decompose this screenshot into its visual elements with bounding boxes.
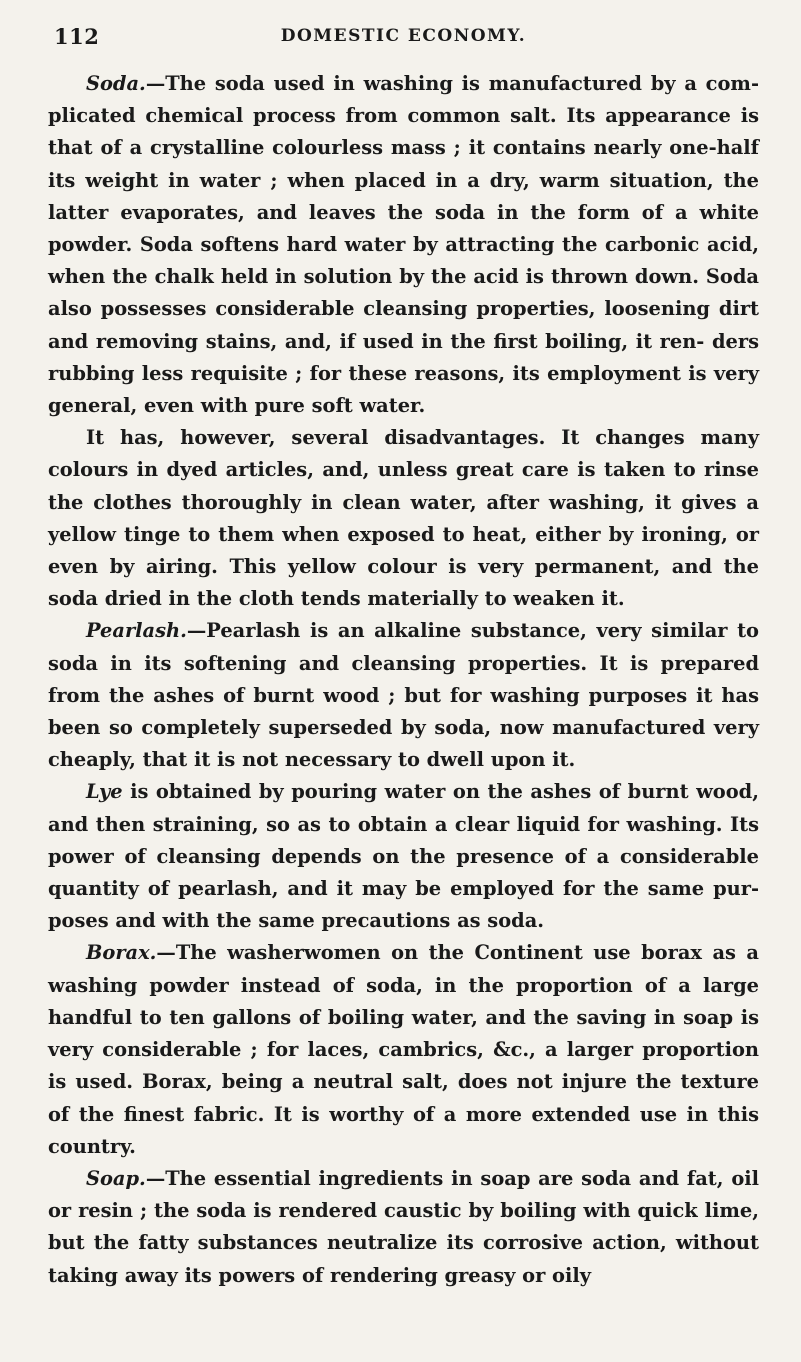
paragraph-borax xyxy=(48,937,759,1162)
paragraph-soap xyxy=(48,1163,759,1292)
term-soap: Soap. xyxy=(86,1166,146,1190)
body-text xyxy=(48,68,759,1292)
term-soda: Soda. xyxy=(86,72,146,95)
paragraph-text: —The soda used in washing is manufactured by a com- plicated chemical process from common salt. Its appearance is that of a crystalline colourless mass ; it contains nearly one-half its weight in water ; when placed in a dry, warm situation, the latter evaporates, and leaves the soda in the form of a white powder. Soda softens hard water by attracting the carbonic acid, when the chalk held in solution by the acid is thrown down. Soda also possesses considerable cleansing properties, loosening dirt and removing stains, and, if used in the first boiling, it ren- ders rubbing less requisite ; for these reasons, its employment is very general, even with pure soft water. xyxy=(48,72,759,418)
paragraph-disadvantages xyxy=(48,422,759,615)
term-lye: Lye xyxy=(86,780,123,804)
paragraph-text: It has, however, several disadvantages. It changes many colours in dyed articles, and, unless great care is taken to rinse the clothes thoroughly in clean water, after washing, it gives a yellow tinge to them when exposed to heat, either by ironing, or even by airing. This yellow colour is very permanent, and the soda dried in the cloth tends materially to weaken it. xyxy=(48,426,759,611)
page-header xyxy=(48,22,759,56)
paragraph-text: is obtained by pouring water on the ashes of burnt wood, and then straining, so as to obtain a clear liquid for washing. Its power of cleansing depends on the presence of a considerable quantity of pearlash, and it may be employed for the same pur- poses and with the same precautions as soda. xyxy=(48,780,759,933)
term-pearlash: Pearlash. xyxy=(86,619,187,643)
paragraph-text: —Pearlash is an alkaline substance, very similar to soda in its softening and cleansing properties. It is prepared from the ashes of burnt wood ; but for washing purposes it has been so completely superseded by soda, now manufactured very cheaply, that it is not necessary to dwell upon it. xyxy=(48,619,759,772)
term-borax: Borax. xyxy=(86,941,157,965)
paragraph-pearlash xyxy=(48,615,759,776)
paragraph-lye xyxy=(48,776,759,937)
paragraph-soda xyxy=(48,68,759,422)
paragraph-text: —The essential ingredients in soap are soda and fat, oil or resin ; the soda is rendered caustic by boiling with quick lime, but the fatty substances neutralize its corrosive action, without taking away its powers of rendering greasy or oily xyxy=(48,1166,759,1287)
paragraph-text: —The washerwomen on the Continent use borax as a washing powder instead of soda, in the proportion of a large handful to ten gallons of boiling water, and the saving in soap is very considerable ; for laces, cambrics, &c., a larger proportion is used. Borax, being a neutral salt, does not injure the texture of the finest fabric. It is worthy of a more extended use in this country. xyxy=(48,941,759,1158)
running-head: DOMESTIC ECONOMY. xyxy=(280,26,527,46)
page-number: 112 xyxy=(54,24,100,49)
